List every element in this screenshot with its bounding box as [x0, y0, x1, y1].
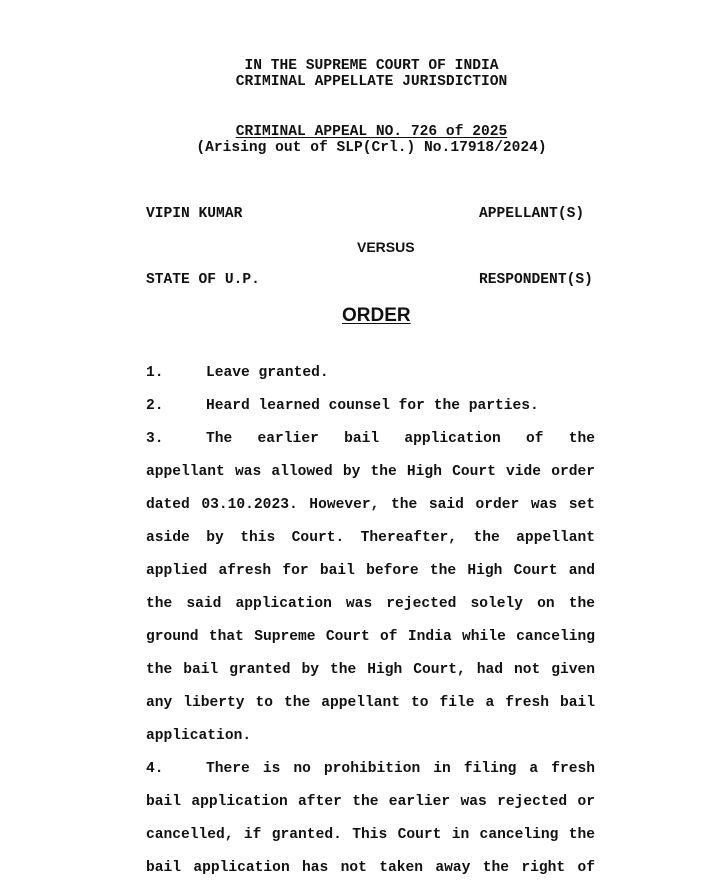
respondent-name: STATE OF U.P. [146, 272, 260, 288]
paragraph-line: dated 03.10.2023. However, the said order was set [146, 497, 595, 513]
jurisdiction: CRIMINAL APPELLATE JURISDICTION [235, 74, 508, 90]
order-title: ORDER [342, 305, 411, 326]
paragraph-number: 4. [146, 761, 164, 777]
paragraph-line: The earlier bail application of the [206, 431, 595, 447]
paragraph-2 [146, 398, 595, 414]
paragraph-line: cancelled, if granted. This Court in canceling the [146, 827, 595, 843]
paragraph-line: There is no prohibition in filing a fresh [206, 761, 595, 777]
paragraph-line: the said application was rejected solely on the [146, 596, 595, 612]
paragraph-4 [146, 761, 595, 777]
case-number: CRIMINAL APPEAL NO. 726 of 2025 [235, 124, 508, 140]
paragraph-line: application. [146, 728, 252, 744]
paragraph-3 [146, 431, 595, 447]
appellant-name: VIPIN KUMAR [146, 206, 243, 222]
paragraph-line: the bail granted by the High Court, had not given [146, 662, 595, 678]
arising-out-of: (Arising out of SLP(Crl.) No.17918/2024) [196, 140, 547, 156]
paragraph-line: appellant was allowed by the High Court vide order [146, 464, 595, 480]
paragraph-number: 1. [146, 365, 164, 381]
versus: VERSUS [357, 239, 415, 255]
paragraph-line: Heard learned counsel for the parties. [206, 398, 539, 414]
paragraph-line: ground that Supreme Court of India while canceling [146, 629, 595, 645]
paragraph-line: any liberty to the appellant to file a fresh bail [146, 695, 595, 711]
appellant-label: APPELLANT(S) [479, 206, 585, 222]
respondent-label: RESPONDENT(S) [479, 272, 593, 288]
paragraph-line: applied afresh for bail before the High Court and [146, 563, 595, 579]
paragraph-line: bail application after the earlier was rejected or [146, 794, 595, 810]
court-name: IN THE SUPREME COURT OF INDIA [244, 58, 499, 74]
paragraph-line: aside by this Court. Thereafter, the appellant [146, 530, 595, 546]
paragraph-1 [146, 365, 595, 381]
paragraph-number: 2. [146, 398, 164, 414]
paragraph-line: bail application has not taken away the right of [146, 860, 595, 876]
paragraph-number: 3. [146, 431, 164, 447]
paragraph-line: Leave granted. [206, 365, 329, 381]
